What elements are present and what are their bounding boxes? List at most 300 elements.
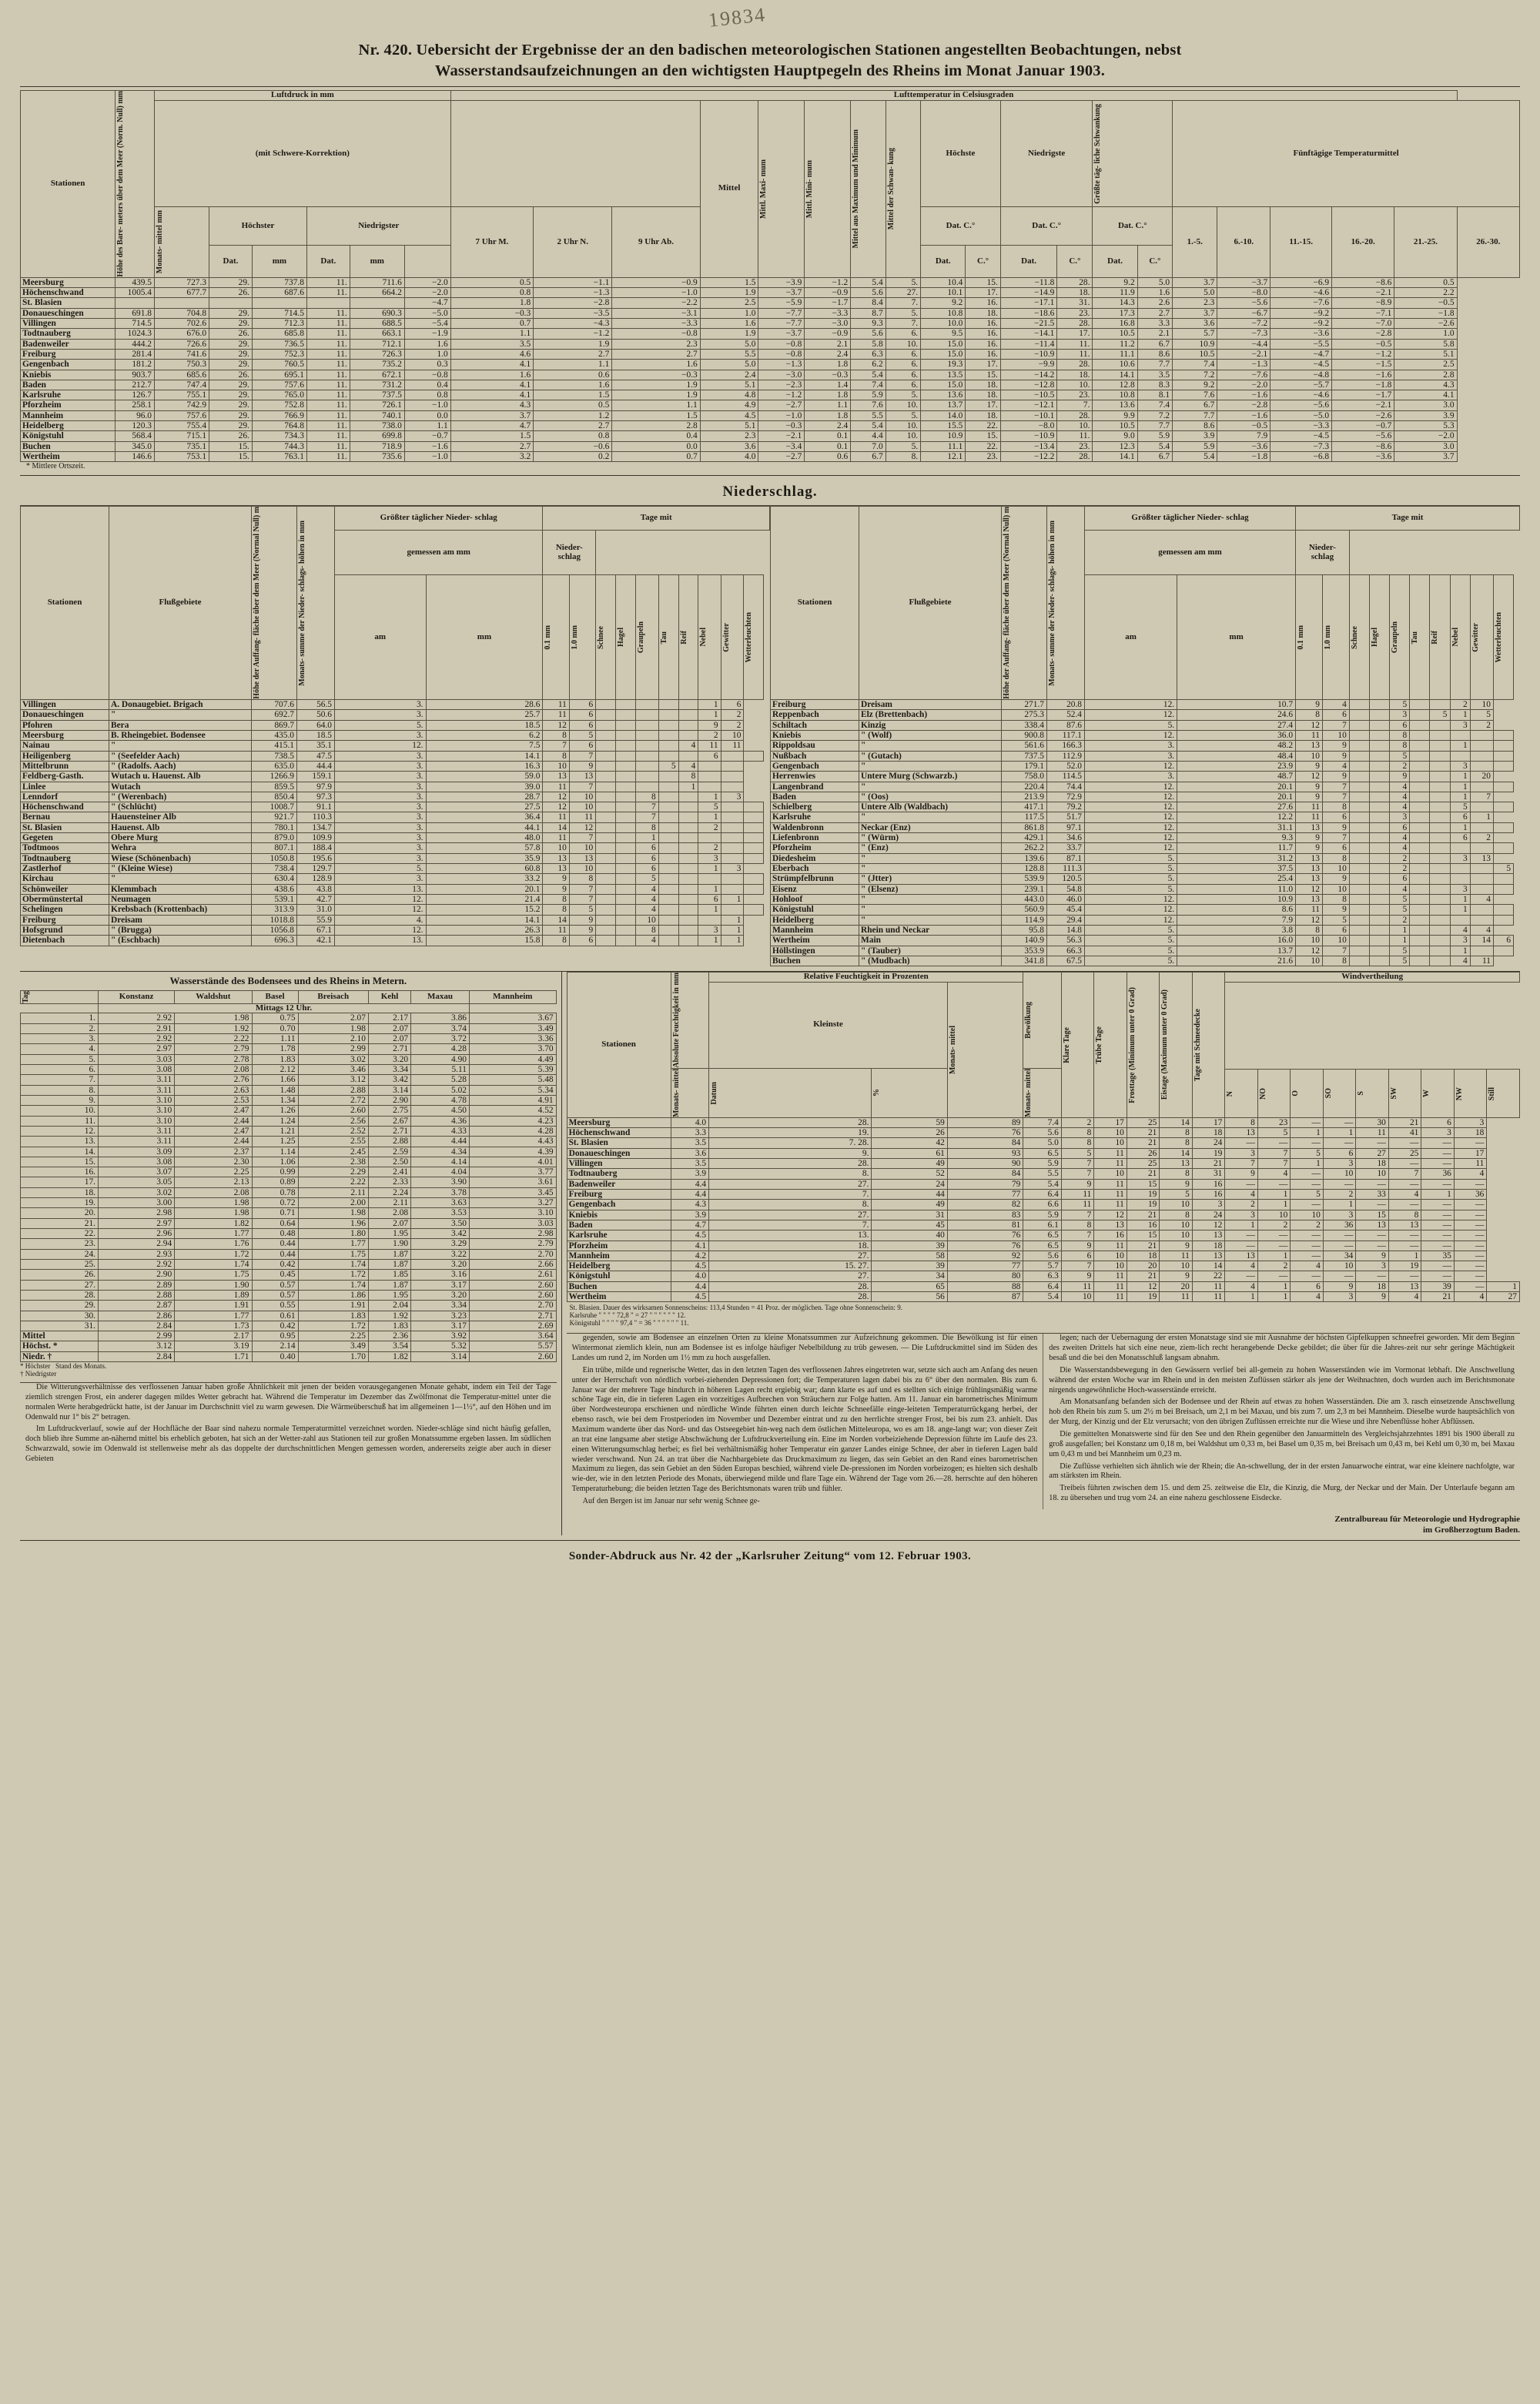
station-name: Feldberg-Gasth. [21, 772, 109, 782]
pegel-value: 1.74 [298, 1280, 368, 1290]
nl-col-groesster: Größter täglicher Nieder- schlag [335, 507, 543, 530]
cell: −0.9 [805, 288, 851, 298]
tage-mit-3 [1410, 751, 1430, 761]
tage-mit-4 [678, 833, 698, 843]
pegel-value: 4.23 [469, 1116, 556, 1126]
cell: 3.7 [1394, 452, 1457, 462]
groesster-tag: 5. [1085, 884, 1177, 894]
hoehe: 630.4 [252, 874, 297, 884]
tage-mit-0 [596, 925, 616, 935]
niederschlag-left-body [21, 700, 770, 946]
col-2uhr: 2 Uhr N. [534, 207, 612, 277]
cell: 16 [1192, 1179, 1225, 1189]
cell: 714.5 [252, 308, 306, 318]
tage-mit-5 [698, 915, 721, 925]
cell: 5.0 [700, 339, 758, 349]
table-row [771, 812, 1520, 822]
cell: 3.9 [671, 1169, 709, 1179]
tage-mit-6: 1 [721, 915, 744, 925]
cell: 1.6 [1137, 288, 1172, 298]
tage-mit-4: 5 [1430, 710, 1450, 720]
cell: 18. [1057, 370, 1093, 380]
table-row [771, 853, 1520, 863]
summary-value: 3.19 [175, 1341, 252, 1351]
cell: — [1323, 1230, 1356, 1241]
tage-mit-2 [635, 700, 658, 710]
hoehe: 539.1 [252, 894, 297, 904]
tage-10mm: 9 [1322, 741, 1349, 751]
cell: 11 [1061, 1200, 1094, 1210]
tage-mit-6 [721, 874, 744, 884]
cell: 13.5 [921, 370, 966, 380]
groesster-mm: 23.9 [1177, 761, 1296, 771]
table-row [771, 884, 1520, 894]
tage-mit-3 [658, 802, 678, 812]
cell: 0.6 [534, 370, 612, 380]
cell: — [1421, 1230, 1455, 1241]
cell: 6.3 [851, 349, 886, 359]
monatssumme: 50.6 [297, 710, 335, 720]
cell: −8.9 [1332, 298, 1394, 308]
nr-col-niederschlagmenge: Nieder- schlag [1296, 530, 1350, 575]
cell: 5.0 [700, 360, 758, 370]
cell: 6.7 [1173, 400, 1217, 410]
groesster-tag: 3. [335, 710, 427, 720]
table-row [771, 730, 1520, 740]
groesster-mm: 27.5 [426, 802, 543, 812]
wind-dir-still: Still [1487, 1070, 1520, 1117]
tage-mit-3 [658, 710, 678, 720]
tage-mit-5: 1 [1450, 782, 1470, 792]
tage-10mm: 10 [1322, 864, 1349, 874]
tage-mit-0 [1349, 894, 1369, 904]
station-name: Hofsgrund [21, 925, 109, 935]
cell: 444.2 [116, 339, 155, 349]
table-row [21, 822, 770, 832]
pegel-value: 3.11 [99, 1137, 175, 1147]
cell: — [1291, 1179, 1324, 1189]
pegel-value: 1.73 [175, 1321, 252, 1331]
cell: 34 [1323, 1251, 1356, 1261]
cell: 15. [209, 452, 253, 462]
tage-mit-5: 1 [1450, 792, 1470, 802]
tage-mit-2 [635, 782, 658, 792]
pegel-value: 2.67 [368, 1116, 410, 1126]
wind-dir-nw: NW [1454, 1070, 1487, 1117]
cell: 11.1 [921, 441, 966, 451]
cell: 5.0 [1137, 277, 1172, 287]
pegel-value: 1.90 [368, 1239, 410, 1249]
monatssumme: 120.5 [1047, 874, 1085, 884]
cell: 5.9 [1023, 1210, 1062, 1220]
tage-01mm: 11 [1296, 812, 1323, 822]
cell: −3.3 [612, 318, 700, 328]
flussgebiet: Klemmbach [109, 884, 252, 894]
tage-01mm: 14 [543, 915, 569, 925]
cell: — [1225, 1179, 1258, 1189]
tage-mit-5: 3 [1450, 936, 1470, 946]
flussgebiet: " [109, 741, 252, 751]
tage-mit-6: 4 [1470, 894, 1493, 904]
cell: 11. [306, 329, 350, 339]
table-row [21, 812, 770, 822]
cell: 737.5 [350, 390, 404, 400]
cell: 77 [947, 1261, 1023, 1271]
station-name: Höchenschwand [21, 288, 116, 298]
cell: 11 [1061, 1281, 1094, 1291]
cell: 5.5 [1023, 1169, 1062, 1179]
nl-col-stationen: Stationen [21, 507, 109, 700]
pegel-value: 2.90 [99, 1270, 175, 1280]
cell: 1.6 [450, 370, 534, 380]
pegel-value: 1.95 [368, 1290, 410, 1300]
cell: 2.3 [1173, 298, 1217, 308]
handwritten-scan-number: 19834 [707, 3, 768, 32]
flussgebiet: Hauenst. Alb [109, 822, 252, 832]
hoehe: 696.3 [252, 936, 297, 946]
pegel-value: 1.74 [298, 1259, 368, 1269]
tage-mit-4 [1430, 884, 1450, 894]
day-number: 14. [21, 1147, 99, 1157]
tage-mit-6 [721, 884, 744, 894]
cell: −0.8 [758, 339, 805, 349]
col-hoechster: Höchster [209, 207, 307, 246]
tage-01mm: 8 [1296, 710, 1323, 720]
pegel-value: 3.23 [411, 1311, 470, 1321]
cell: 2 [1323, 1189, 1356, 1199]
pegel-value: 1.77 [175, 1311, 252, 1321]
station-name: Kirchau [21, 874, 109, 884]
summary-value: 3.49 [298, 1341, 368, 1351]
tage-mit-5: 6 [698, 894, 721, 904]
pegel-value: 3.20 [411, 1290, 470, 1300]
tage-mit-5: 1 [1450, 894, 1470, 904]
station-name: Zastlerhof [21, 864, 109, 874]
day-number: 6. [21, 1065, 99, 1075]
cell: 1.1 [534, 360, 612, 370]
table-row [21, 1218, 557, 1228]
cell: 10 [1061, 1292, 1094, 1302]
table-row [567, 1251, 1519, 1261]
station-name: Kniebis [567, 1210, 671, 1220]
tage-mit-1 [1369, 710, 1389, 720]
pegel-value: 4.04 [411, 1167, 470, 1177]
tage-mit-4 [1430, 772, 1450, 782]
tage-mit-3 [1410, 802, 1430, 812]
monatssumme: 55.9 [297, 915, 335, 925]
cell: −14.1 [1000, 329, 1057, 339]
hoehe: 275.3 [1002, 710, 1047, 720]
cell: — [1225, 1241, 1258, 1251]
monatssumme: 87.1 [1047, 853, 1085, 863]
cell: 18 [1356, 1281, 1389, 1291]
cell: — [1454, 1179, 1487, 1189]
station-name: Villingen [21, 318, 116, 328]
station-name: Badenweiler [567, 1179, 671, 1189]
tage-10mm: 8 [1322, 802, 1349, 812]
tage-mit-2: 6 [1390, 720, 1410, 730]
col-dat-h: Dat. [209, 246, 253, 278]
table-row [771, 700, 1520, 710]
paragraph: legen; nach der Uebernagung der ersten Monatstage sind sie mit Ausnahme der höchsten Gipfelkuppen schneefrei geworden. Mit dem Beginn des zweiten Drittels hat sich eine neue, ziem-lich recht herangebende Decke gebildet; die über für die Jahres-zeit nur sehr geringe Mächtigkeit besaß und die bei den Monatsschluß langsam abnahm. [1049, 1334, 1515, 1363]
tage-01mm: 10 [1296, 956, 1323, 966]
cell: −1.0 [758, 410, 805, 420]
tage-mit-6: 3 [721, 792, 744, 802]
cell: −0.3 [612, 370, 700, 380]
tage-mit-1 [1369, 720, 1389, 730]
paragraph: Die Witterungsverhältnisse des verflossenen Januar haben große Ähnlichkeit mit jenen der beiden vorausgegangenen Monate gehabt, indem ein Teil der Tage ziemlich strengen Frost, ein anderer dagegen mildes Wetter gebracht hat. Während die Temperatur im Dezember das Zwölfmonat die Temperatur-mittel unter die normalen Werte herabgedrückt hatte, ist der Januar im Durchschnitt viel zu warm gewesen. Die Wärmeüberschuß hat im allgemeinen 1—1½°, auf den Höhen und im Odenwald nur 1° bis 2° betragen. [25, 1383, 551, 1421]
station-name: Gengenbach [771, 761, 859, 771]
cell: 2 [1257, 1220, 1291, 1230]
tage-mit-3 [658, 730, 678, 740]
cell: 4.7 [671, 1220, 709, 1230]
cell: 6 [1323, 1148, 1356, 1158]
pegel-value: 4.36 [411, 1116, 470, 1126]
tage-mit-3 [1410, 822, 1430, 832]
tage-mit-5: 4 [1450, 925, 1470, 935]
cell: 2.7 [450, 441, 534, 451]
pegel-value: 2.84 [99, 1321, 175, 1331]
groesster-mm: 20.1 [426, 884, 543, 894]
fw-group-wind: Windvertheilung [1225, 973, 1520, 983]
cell: −6.9 [1270, 277, 1332, 287]
groesster-tag: 3. [335, 782, 427, 792]
tage-mit-7 [744, 812, 764, 822]
cell: 90 [947, 1159, 1023, 1169]
monatssumme: 42.7 [297, 894, 335, 904]
cell: 5.0 [1173, 288, 1217, 298]
tage-mit-4 [678, 720, 698, 730]
cell: −9.9 [1000, 360, 1057, 370]
cell: 4.1 [671, 1241, 709, 1251]
tage-mit-2 [635, 720, 658, 730]
tage-10mm: 10 [1322, 884, 1349, 894]
cell: 0.0 [404, 410, 450, 420]
cell: 2.7 [1137, 308, 1172, 318]
cell: 1 [1225, 1220, 1258, 1230]
summary-value: 2.84 [99, 1351, 175, 1361]
cell: 27. [709, 1179, 872, 1189]
table-row [21, 730, 770, 740]
cell: 0.0 [612, 441, 700, 451]
pegel-value: 1.76 [175, 1239, 252, 1249]
cell: 5.5 [851, 410, 886, 420]
flussgebiet: Wehra [109, 843, 252, 853]
pegel-value: 4.14 [411, 1157, 470, 1167]
tage-10mm: 8 [1322, 853, 1349, 863]
cell: 5. [886, 390, 920, 400]
cell: 7 [1061, 1210, 1094, 1220]
cell: 11 [1094, 1159, 1127, 1169]
tage-mit-0 [596, 905, 616, 915]
tage-mit-6: 10 [1470, 700, 1493, 710]
cell: 6 [1061, 1251, 1094, 1261]
cell: 734.3 [252, 431, 306, 441]
paragraph: Auf den Bergen ist im Januar nur sehr wenig Schnee ge- [582, 1496, 760, 1505]
cell: 14 [1192, 1261, 1225, 1271]
sonnenschein-notes [567, 1302, 1520, 1328]
tage-mit-3 [1410, 761, 1430, 771]
cell: 28. [1057, 318, 1093, 328]
table-row [21, 741, 770, 751]
cell: 3.7 [1173, 308, 1217, 318]
tage-01mm: 11 [1296, 905, 1323, 915]
cell: 2.3 [612, 339, 700, 349]
nl-col-reif: Reif [679, 630, 688, 645]
tage-mit-7 [1493, 843, 1513, 853]
cell: 8. [709, 1169, 872, 1179]
cell: — [1323, 1138, 1356, 1148]
nr-col-hoehe: Höhe der Auffang- fläche über dem Meer (Normal Null) m [1003, 507, 1011, 700]
fw-col-schneedecke: Tage mit Schneedecke [1193, 1008, 1202, 1081]
cell: 29. [209, 410, 253, 420]
tage-mit-5: 3 [698, 853, 721, 863]
pegel-value: 3.34 [368, 1065, 410, 1075]
tage-mit-6 [1470, 843, 1493, 853]
tage-mit-6 [1470, 761, 1493, 771]
tage-10mm: 9 [1322, 822, 1349, 832]
cell: 15 [1356, 1210, 1389, 1220]
monatssumme: 35.1 [297, 741, 335, 751]
pegel-value: 3.00 [99, 1198, 175, 1208]
tage-mit-0 [596, 792, 616, 802]
cell: 8.3 [1137, 380, 1172, 390]
tage-mit-2 [635, 761, 658, 771]
monatssumme: 52.4 [1047, 710, 1085, 720]
cell: 5.0 [1023, 1138, 1062, 1148]
monatssumme: 91.1 [297, 802, 335, 812]
pegel-value: 3.34 [411, 1301, 470, 1311]
tage-mit-2: 4 [1390, 782, 1410, 792]
cell: −1.2 [805, 277, 851, 287]
tage-mit-6: 20 [1470, 772, 1493, 782]
cell: 5.9 [1137, 431, 1172, 441]
station-name: Königstuhl [567, 1271, 671, 1281]
tage-mit-6: 1 [721, 936, 744, 946]
fw-col-klare: Klare Tage [1062, 1026, 1071, 1063]
groesster-tag: 12. [1085, 843, 1177, 853]
cell: −7.7 [758, 318, 805, 328]
tage-mit-1 [1369, 751, 1389, 761]
cell: 45 [872, 1220, 947, 1230]
tage-mit-6 [1470, 822, 1493, 832]
tage-mit-0 [596, 874, 616, 884]
monatssumme: 66.3 [1047, 946, 1085, 956]
cell: −6.7 [1217, 308, 1270, 318]
table-row [567, 1117, 1519, 1127]
col-9uhr: 9 Uhr Ab. [612, 207, 700, 277]
pegel-value: 2.11 [298, 1187, 368, 1197]
tage-01mm: 12 [1296, 915, 1323, 925]
groesster-mm: 8.6 [1177, 905, 1296, 915]
table-row [771, 710, 1520, 720]
cell: 5 [1291, 1148, 1324, 1158]
groesster-mm: 15.8 [426, 936, 543, 946]
cell: −0.5 [1217, 421, 1270, 431]
pegel-value: 2.70 [469, 1249, 556, 1259]
cell: 740.1 [350, 410, 404, 420]
cell: 5. [886, 410, 920, 420]
cell: 9 [1160, 1179, 1193, 1189]
flussgebiet: Bera [109, 720, 252, 730]
table-row [771, 782, 1520, 792]
tage-mit-5: 1 [698, 864, 721, 874]
cell: 29. [209, 349, 253, 359]
cell: 3.2 [450, 452, 534, 462]
document-footer: Sonder-Abdruck aus Nr. 42 der „Karlsruher Zeitung“ vom 12. Februar 1903. [568, 1550, 972, 1563]
table-row [21, 700, 770, 710]
cell: 10.8 [1093, 390, 1137, 400]
tage-10mm: 6 [569, 720, 595, 730]
cell: 21 [1192, 1159, 1225, 1169]
tage-mit-3 [658, 853, 678, 863]
table-row [21, 277, 1520, 287]
pegel-value: 2.13 [175, 1177, 252, 1187]
pegel-col-basel: Basel [252, 991, 298, 1004]
table-row [21, 792, 770, 802]
tage-mit-3 [658, 936, 678, 946]
cell: 258.1 [116, 400, 155, 410]
tage-mit-5: 3 [698, 925, 721, 935]
pegel-value: 1.82 [175, 1218, 252, 1228]
tage-mit-6 [721, 853, 744, 863]
paragraph: gegenden, sowie am Bodensee an einzelnen Orten zu kleine Monatssummen zur Aufzeichnung gekommen. Die Bewölkung ist für einen Wintermonat ziemlich klein, nun am Bodensee ist es infolge häufiger Nebelbildung zu trüb gewesen. — Die Luftdruckmittel sind im Süden des Landes um rund 2, im Norden um 1½ mm zu hoch ausgefallen. [571, 1334, 1038, 1363]
tage-mit-0 [596, 812, 616, 822]
cell: — [1257, 1230, 1291, 1241]
pegel-value: 3.67 [469, 1013, 556, 1023]
groesster-mm: 48.0 [426, 833, 543, 843]
tage-01mm: 9 [1296, 761, 1323, 771]
tage-mit-2: 5 [635, 874, 658, 884]
tage-mit-0 [1349, 741, 1369, 751]
tage-mit-4 [1430, 792, 1450, 802]
cell: — [1388, 1230, 1421, 1241]
cell: 2 [1257, 1261, 1291, 1271]
station-name: St. Blasien [21, 822, 109, 832]
pegel-value: 4.43 [469, 1137, 556, 1147]
groesster-tag: 5. [1085, 956, 1177, 966]
tage-mit-5 [1450, 915, 1470, 925]
tage-mit-5: 11 [698, 741, 721, 751]
tage-01mm: 10 [543, 761, 569, 771]
cell: — [1388, 1241, 1421, 1251]
monatssumme: 134.7 [297, 822, 335, 832]
pegel-value: 2.55 [298, 1137, 368, 1147]
cell: 731.2 [350, 380, 404, 390]
pegel-value: 1.85 [368, 1270, 410, 1280]
tage-10mm: 7 [569, 751, 595, 761]
cell: 10. [886, 421, 920, 431]
tage-mit-7 [1493, 822, 1513, 832]
cell: 11 [1094, 1281, 1127, 1291]
cell: −3.6 [1332, 452, 1394, 462]
cell: 10 [1160, 1261, 1193, 1271]
cell: 2.8 [612, 421, 700, 431]
tage-mit-4 [678, 843, 698, 853]
cell: 23. [1057, 308, 1093, 318]
table-row [21, 772, 770, 782]
station-name: Baden [567, 1220, 671, 1230]
pegel-col-mannheim: Mannheim [469, 991, 556, 1004]
cell: 34 [872, 1271, 947, 1281]
cell: 25 [1388, 1148, 1421, 1158]
station-name: Todtnauberg [567, 1169, 671, 1179]
cell: 4 [1291, 1261, 1324, 1271]
tage-mit-1 [616, 802, 636, 812]
pegel-value: 3.07 [99, 1167, 175, 1177]
groesster-tag: 3. [335, 874, 427, 884]
cell: −3.6 [1217, 441, 1270, 451]
